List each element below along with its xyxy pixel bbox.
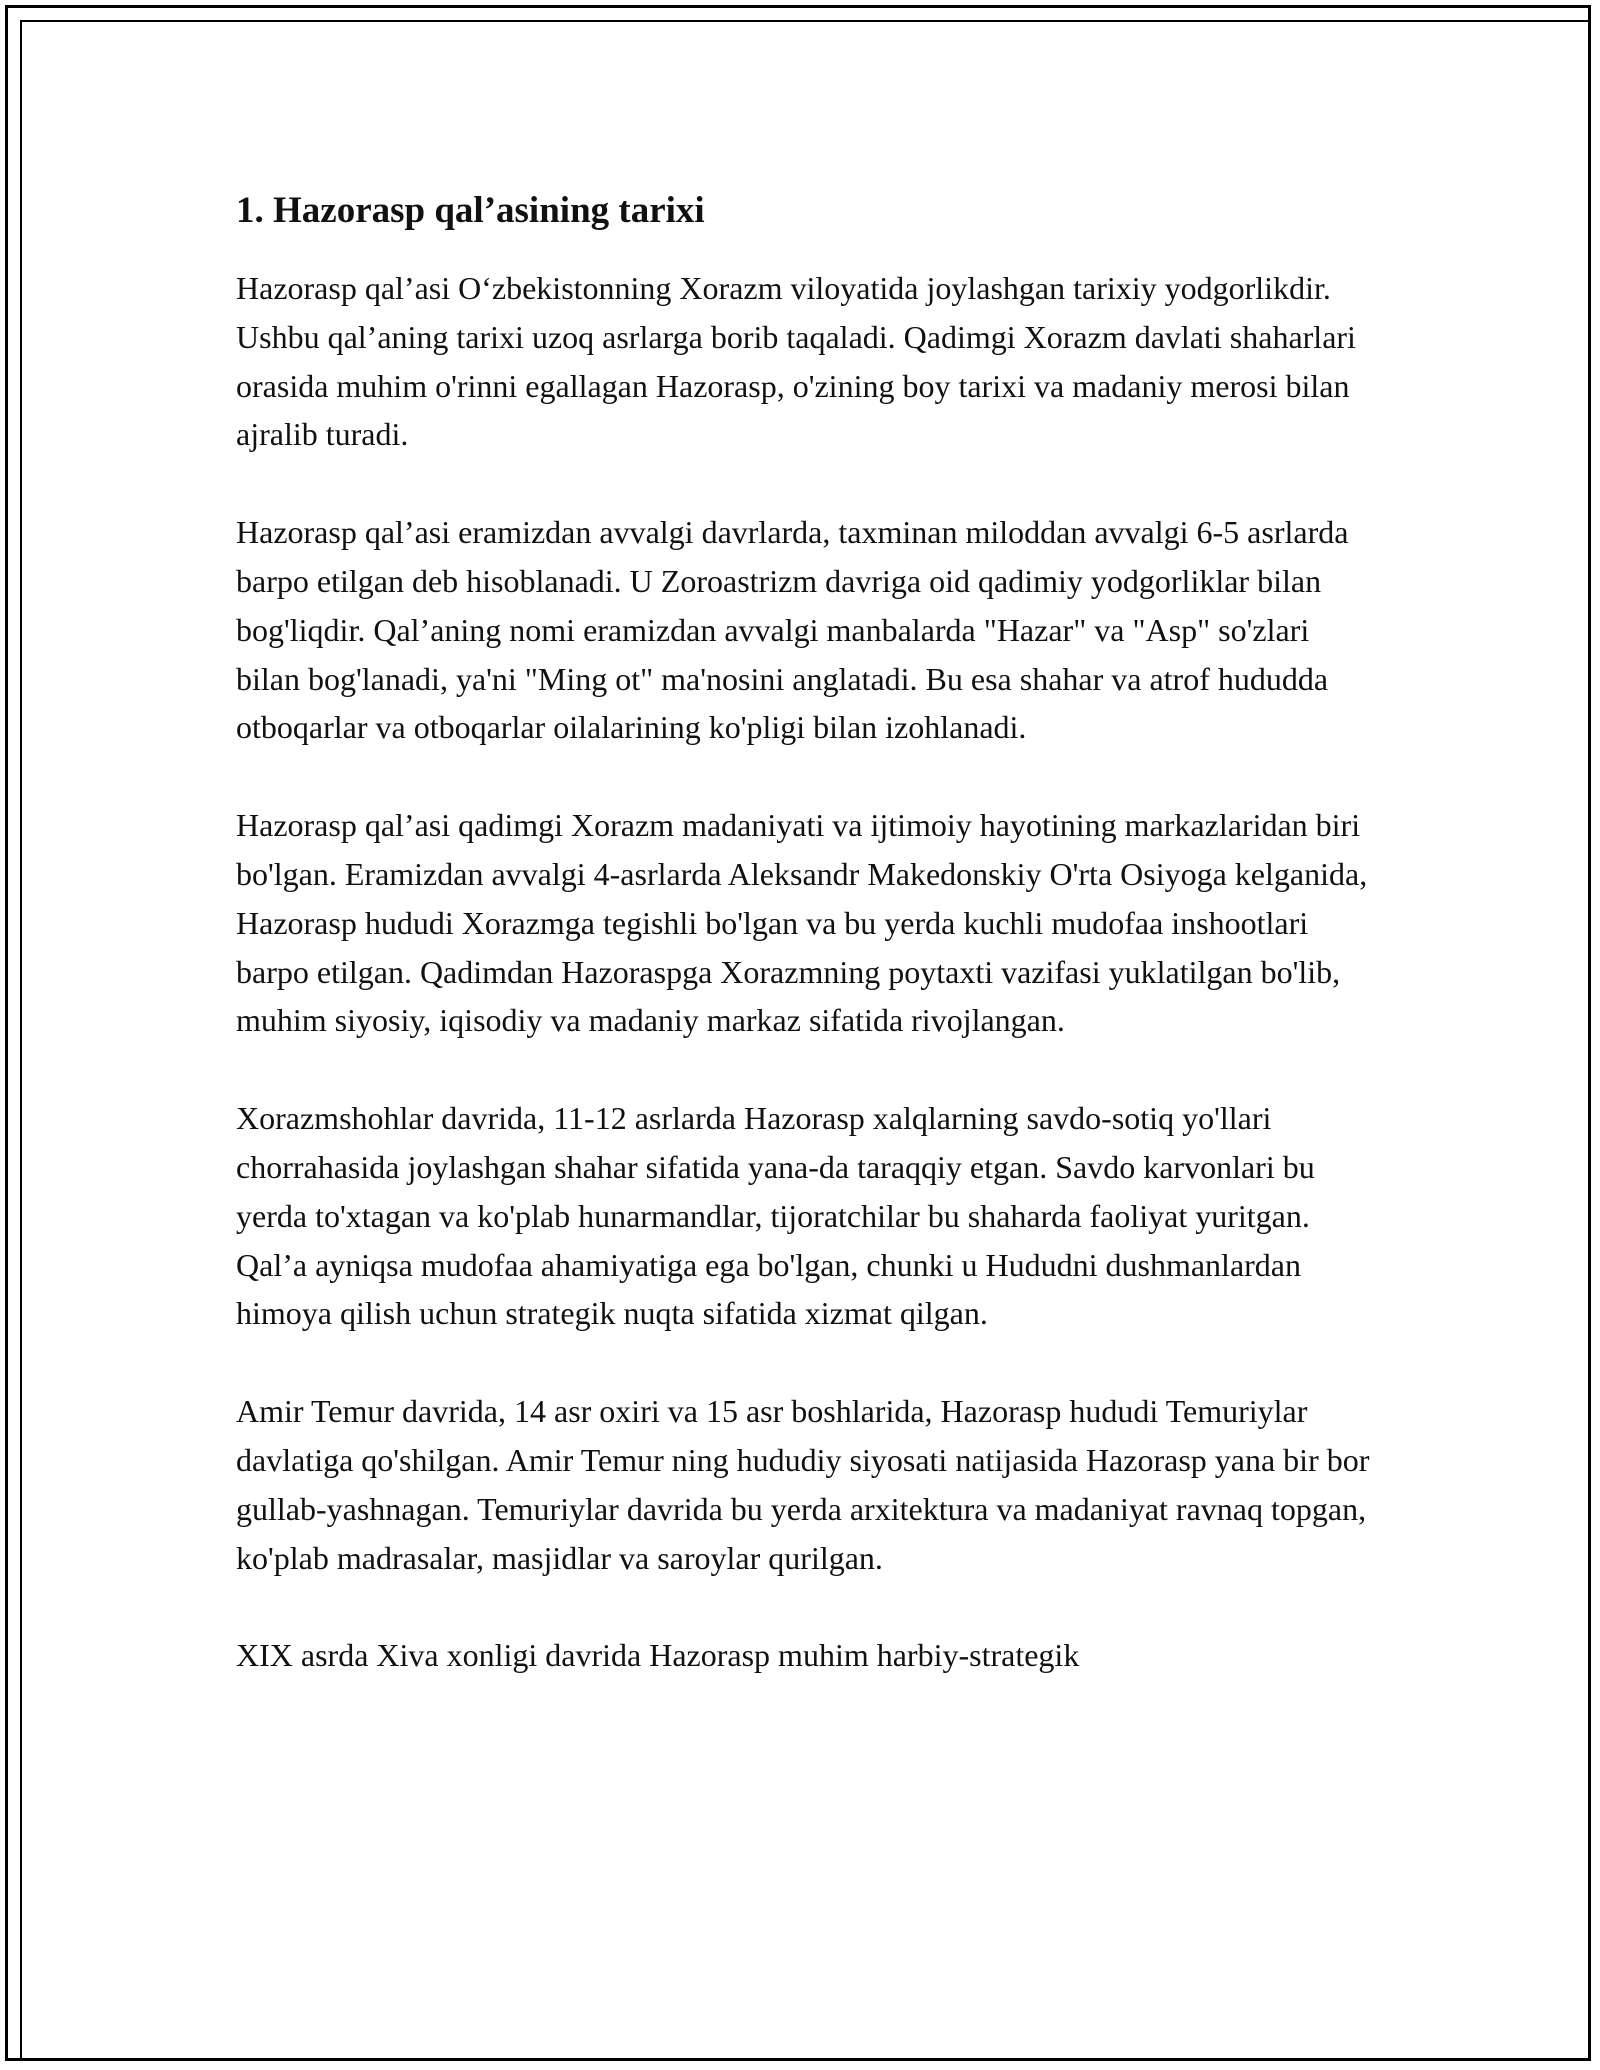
paragraph-amir-temur: Amir Temur davrida, 14 asr oxiri va 15 asr boshlarida, Hazorasp hududi Temuriylar davlatiga qo'shilgan. Amir Temur ning hududiy siyosati natijasida Hazorasp yana bir bor gullab-yashnagan. Temuriylar davrida bu yerda arxitektura va madaniyat ravnaq topgan, ko'plab madrasalar, masjidlar va saroylar qurilgan.	[236, 1393, 1370, 1576]
paragraph-xiva-khanate: XIX asrda Xiva xonligi davrida Hazorasp muhim harbiy-strategik	[236, 1637, 1080, 1674]
paragraph-khorezmshahs: Xorazmshohlar davrida, 11-12 asrlarda Hazorasp xalqlarning savdo-sotiq yo'llari chorrahasida joylashgan shahar sifatida yana-da taraqqiy etgan. Savdo karvonlari bu yerda to'xtagan va ko'plab hunarmandlar, tijoratchilar bu shaharda faoliyat yuritgan. Qal’a ayniqsa mudofaa ahamiyatiga ega bo'lgan, chunki u Hududni dushmanlardan himoya qilish uchun strategik nuqta sifatida xizmat qilgan.	[236, 1100, 1315, 1332]
paragraph-ancient-khorezm: Hazorasp qal’asi qadimgi Xorazm madaniyati va ijtimoiy hayotining markazlaridan biri bo'lgan. Eramizdan avvalgi 4-asrlarda Aleksandr Makedonskiy O'rta Osiyoga kelganida, Hazorasp hududi Xorazmga tegishli bo'lgan va bu yerda kuchli mudofaa inshootlari barpo etilgan. Qadimdan Hazoraspga Xorazmning poytaxti vazifasi yuklatilgan bo'lib, muhim siyosiy, iqisodiy va madaniy markaz sifatida rivojlangan.	[236, 807, 1368, 1039]
paragraph-intro: Hazorasp qal’asi O‘zbekistonning Xorazm viloyatida joylashgan tarixiy yodgorlikdir. Ushbu qal’aning tarixi uzoq asrlarga borib taqaladi. Qadimgi Xorazm davlati shaharlari orasida muhim o'rinni egallagan Hazorasp, o'zining boy tarixi va madaniy merosi bilan ajralib turadi.	[236, 270, 1356, 453]
document-body	[236, 185, 1376, 1680]
paragraph-origins: Hazorasp qal’asi eramizdan avvalgi davrlarda, taxminan miloddan avvalgi 6-5 asrlarda barpo etilgan deb hisoblanadi. U Zoroastrizm davriga oid qadimiy yodgorliklar bilan bog'liqdir. Qal’aning nomi eramizdan avvalgi manbalarda "Hazar" va "Asp" so'zlari bilan bog'lanadi, ya'ni "Ming ot" ma'nosini anglatadi. Bu esa shahar va atrof hududda otboqarlar va otboqarlar oilalarining ko'pligi bilan izohlanadi.	[236, 514, 1349, 746]
section-heading: 1. Hazorasp qal’asining tarixi	[236, 190, 705, 231]
